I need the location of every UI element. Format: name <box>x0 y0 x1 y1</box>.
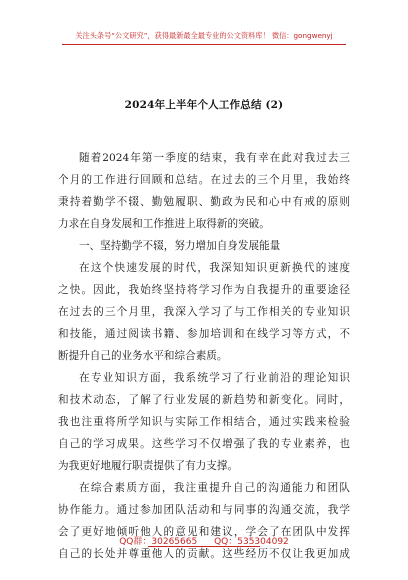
paragraph-line: 自己的长处并尊重他人的贡献。这些经历不仅让我更加成 <box>58 548 350 560</box>
paragraph-line: 协作能力。通过参加团队活动和与同事的沟通交流，我学 <box>58 504 350 516</box>
paragraph-line: 为我更好地履行职责提供了有力支撑。 <box>58 460 239 472</box>
paragraph-line: 在专业知识方面，我系统学习了行业前沿的理论知识 <box>79 372 350 384</box>
paragraph-3 <box>58 367 350 477</box>
footer-divider <box>148 546 260 547</box>
paragraph-line: 我也注重将所学知识与实际工作相结合，通过实践来检验 <box>58 416 350 428</box>
section-heading-1 <box>58 235 350 257</box>
document-title: 2024年上半年个人工作总结 (2) <box>124 99 284 111</box>
paragraph-line: 随着2024年第一季度的结束，我有幸在此对我过去三 <box>79 152 350 164</box>
qq-number: QQ：535304092 <box>214 537 289 547</box>
paragraph-line: 自己的学习成果。这些学习不仅增强了我的专业素养，也 <box>58 438 350 450</box>
paragraph-line: 之快。因此，我始终坚持将学习作为自我提升的重要途径 <box>58 284 350 296</box>
paragraph-line: 力求在自身发展和工作推进上取得新的突破。 <box>58 218 270 230</box>
paragraph-line: 在这个快速发展的时代，我深知知识更新换代的速度 <box>79 262 350 274</box>
paragraph-line: 在综合素质方面，我注重提升自己的沟通能力和团队 <box>79 482 350 494</box>
header-banner: 关注头条号“公文研究”，获得最新最全最专业的公文资料库！ 微信：gongwenyj <box>75 31 333 40</box>
qq-group-number: QQ群：30265665 <box>119 537 198 547</box>
document-body <box>58 147 350 565</box>
paragraph-1 <box>58 147 350 235</box>
paragraph-line: 会了更好地倾听他人的意见和建议，学会了在团队中发挥 <box>58 526 350 538</box>
paragraph-4 <box>58 477 350 565</box>
paragraph-line: 和技术动态，了解了行业发展的新趋势和新变化。同时， <box>58 394 350 406</box>
paragraph-2 <box>58 257 350 367</box>
paragraph-line: 秉持着勤学不辍、勤勉履职、勤政为民和心中有戒的原则 <box>58 196 350 208</box>
header-divider <box>62 44 346 45</box>
paragraph-line: 和技能，通过阅读书籍、参加培训和在线学习等方式，不 <box>58 328 350 340</box>
section-heading: 一、坚持勤学不辍，努力增加自身发展能量 <box>79 240 281 252</box>
paragraph-line: 断提升自己的业务水平和综合素质。 <box>58 350 228 362</box>
paragraph-line: 个月的工作进行回顾和总结。在过去的三个月里，我始终 <box>58 174 350 186</box>
paragraph-line: 在过去的三个月里，我深入学习了与工作相关的专业知识 <box>58 306 350 318</box>
